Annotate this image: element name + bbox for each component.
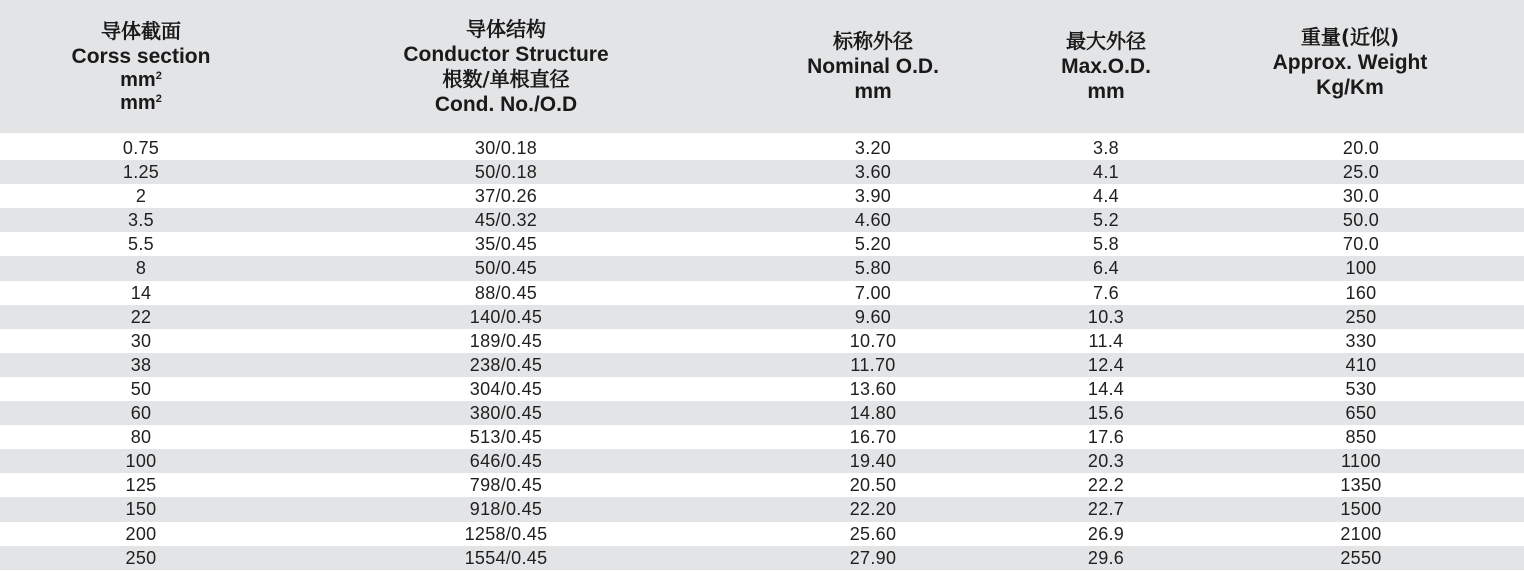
approx-weight-cell: 410 [1345, 354, 1377, 375]
cross-section-cell: 1.25 [122, 162, 160, 183]
conductor-structure-cell: 88/0.45 [474, 282, 538, 303]
approx-weight-cell: 2100 [1340, 523, 1382, 544]
header-conductor-structure [403, 0, 608, 133]
approx-weight-cell: 850 [1345, 427, 1377, 448]
header-approx-weight [1273, 0, 1428, 133]
conductor-structure-cell: 304/0.45 [469, 378, 543, 399]
conductor-structure-cell: 45/0.32 [474, 210, 538, 231]
table-row [0, 497, 1524, 521]
cross-section-cell: 0.75 [122, 138, 160, 158]
nominal-od-cell: 22.20 [849, 499, 897, 520]
approx-weight-cell: 2550 [1340, 547, 1382, 568]
conductor-structure-cell: 35/0.45 [474, 234, 538, 255]
conductor-structure-cell: 1554/0.45 [464, 547, 548, 568]
header-cross-section [72, 0, 211, 133]
cross-section-cell: 50 [130, 378, 152, 399]
max-od-cell: 20.3 [1087, 451, 1125, 472]
conductor-structure-cell: 140/0.45 [469, 306, 543, 327]
max-od-cell: 22.2 [1087, 475, 1125, 496]
max-od-cell: 4.1 [1093, 162, 1119, 183]
nominal-od-cell: 20.50 [849, 475, 897, 496]
approx-weight-cell: 20.0 [1342, 138, 1380, 158]
unit-1-superscript: 2 [155, 69, 162, 82]
nominal-od-cell: 5.20 [854, 234, 892, 255]
cross-section-cell: 80 [130, 427, 152, 448]
approx-weight-cell: 650 [1345, 403, 1377, 424]
nominal-od-cell: 13.60 [849, 378, 897, 399]
cross-section-cell: 250 [125, 547, 157, 568]
approx-weight-cell: 50.0 [1342, 210, 1380, 231]
header-cross-section-unit-2 [120, 92, 162, 115]
header-cross-section-zh: 导体截面 [100, 18, 181, 43]
table-row [0, 160, 1524, 184]
table-row [0, 353, 1524, 377]
table-row [0, 425, 1524, 449]
conductor-structure-cell: 798/0.45 [469, 475, 543, 496]
conductor-structure-cell: 50/0.45 [474, 258, 538, 279]
cross-section-cell: 125 [125, 475, 157, 496]
header-max-od [1061, 0, 1151, 133]
max-od-cell: 5.2 [1093, 210, 1119, 231]
header-max-od-en: Max.O.D. [1061, 55, 1151, 78]
max-od-cell: 11.4 [1088, 330, 1124, 351]
header-nominal-od-zh: 标称外径 [832, 29, 913, 53]
approx-weight-cell: 70.0 [1342, 234, 1380, 255]
max-od-cell: 7.6 [1093, 282, 1119, 303]
header-conductor-structure-en: Conductor Structure [403, 42, 609, 66]
unit-1-text: mm [120, 68, 156, 91]
max-od-cell: 12.4 [1087, 354, 1125, 375]
nominal-od-cell: 10.70 [849, 330, 897, 351]
cross-section-cell: 60 [130, 403, 152, 424]
unit-2-superscript: 2 [155, 92, 162, 105]
unit-2-text: mm [120, 91, 156, 114]
cross-section-cell: 14 [130, 282, 152, 303]
conductor-structure-cell: 189/0.45 [469, 330, 543, 351]
approx-weight-cell: 530 [1345, 378, 1377, 399]
table-row [0, 377, 1524, 401]
max-od-cell: 5.8 [1093, 234, 1119, 255]
table-row [0, 184, 1524, 208]
max-od-cell: 10.3 [1087, 306, 1125, 327]
table-header [0, 0, 1524, 133]
table-body [0, 136, 1524, 570]
nominal-od-cell: 3.20 [854, 138, 892, 158]
cross-section-cell: 200 [125, 523, 157, 544]
conductor-structure-cell: 30/0.18 [474, 138, 538, 158]
max-od-cell: 26.9 [1087, 523, 1125, 544]
max-od-cell: 4.4 [1093, 186, 1119, 207]
conductor-structure-cell: 513/0.45 [469, 427, 543, 448]
table-row [0, 546, 1524, 570]
table-row [0, 449, 1524, 473]
approx-weight-cell: 100 [1345, 258, 1377, 279]
header-cross-section-unit-1 [120, 69, 162, 92]
nominal-od-cell: 3.90 [854, 186, 892, 207]
cross-section-cell: 150 [125, 499, 157, 520]
max-od-cell: 29.6 [1087, 547, 1125, 568]
header-nominal-od [807, 0, 939, 133]
table-row [0, 401, 1524, 425]
approx-weight-cell: 1350 [1340, 475, 1382, 496]
cross-section-cell: 100 [125, 451, 157, 472]
table-row [0, 136, 1524, 160]
header-cond-no-zh: 根数/单根直径 [442, 66, 570, 91]
max-od-cell: 22.7 [1087, 499, 1125, 520]
header-approx-weight-unit: Kg/Km [1316, 76, 1384, 99]
table-row [0, 329, 1524, 353]
table-row [0, 232, 1524, 256]
conductor-structure-cell: 1258/0.45 [464, 523, 548, 544]
header-max-od-zh: 最大外径 [1065, 29, 1146, 53]
approx-weight-cell: 1100 [1341, 451, 1381, 472]
max-od-cell: 17.6 [1087, 427, 1125, 448]
table-row [0, 208, 1524, 232]
table-row [0, 473, 1524, 497]
max-od-cell: 15.6 [1087, 403, 1125, 424]
cross-section-cell: 30 [130, 330, 152, 351]
header-cond-no-en: Cond. No./O.D [434, 92, 578, 116]
header-nominal-od-en: Nominal O.D. [807, 55, 939, 78]
table-row [0, 256, 1524, 280]
conductor-structure-cell: 918/0.45 [469, 499, 543, 520]
table-row [0, 522, 1524, 546]
nominal-od-cell: 3.60 [854, 162, 892, 183]
nominal-od-cell: 11.70 [850, 354, 896, 375]
nominal-od-cell: 7.00 [854, 282, 892, 303]
approx-weight-cell: 25.0 [1342, 162, 1380, 183]
cross-section-cell: 5.5 [128, 234, 154, 255]
max-od-cell: 3.8 [1093, 138, 1119, 158]
nominal-od-cell: 14.80 [849, 403, 897, 424]
cross-section-cell: 2 [135, 186, 147, 207]
conductor-structure-cell: 238/0.45 [469, 354, 543, 375]
nominal-od-cell: 16.70 [849, 427, 897, 448]
approx-weight-cell: 330 [1345, 330, 1377, 351]
approx-weight-cell: 30.0 [1342, 186, 1380, 207]
conductor-structure-cell: 646/0.45 [469, 451, 543, 472]
header-cross-section-en: Corss section [71, 44, 211, 68]
nominal-od-cell: 27.90 [849, 547, 897, 568]
table-row [0, 305, 1524, 329]
cross-section-cell: 3.5 [128, 210, 154, 231]
approx-weight-cell: 1500 [1340, 499, 1382, 520]
nominal-od-cell: 25.60 [849, 523, 897, 544]
cross-section-cell: 22 [130, 306, 152, 327]
max-od-cell: 6.4 [1093, 258, 1119, 279]
approx-weight-cell: 250 [1345, 306, 1377, 327]
cross-section-cell: 38 [130, 354, 152, 375]
header-conductor-structure-zh: 导体结构 [466, 16, 546, 41]
approx-weight-cell: 160 [1345, 282, 1377, 303]
nominal-od-cell: 19.40 [849, 451, 897, 472]
nominal-od-cell: 9.60 [854, 306, 892, 327]
header-approx-weight-en: Approx. Weight [1272, 51, 1428, 74]
table-row [0, 281, 1524, 305]
conductor-structure-cell: 50/0.18 [474, 162, 538, 183]
header-nominal-od-unit: mm [854, 80, 892, 103]
header-approx-weight-zh: 重量(近似) [1300, 25, 1400, 49]
nominal-od-cell: 4.60 [854, 210, 892, 231]
cross-section-cell: 8 [135, 258, 147, 279]
conductor-structure-cell: 37/0.26 [474, 186, 538, 207]
max-od-cell: 14.4 [1087, 378, 1125, 399]
conductor-structure-cell: 380/0.45 [469, 403, 543, 424]
header-max-od-unit: mm [1087, 80, 1125, 103]
nominal-od-cell: 5.80 [854, 258, 892, 279]
